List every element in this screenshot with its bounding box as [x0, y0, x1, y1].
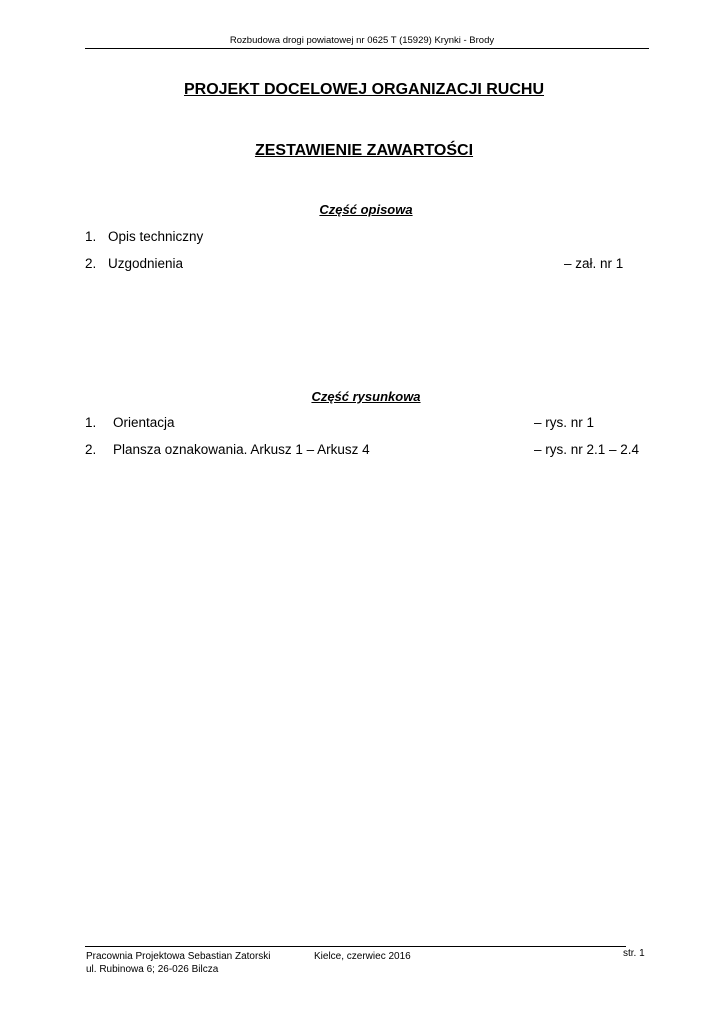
- descriptive-part-heading: Część opisowa: [319, 202, 413, 217]
- document-title: PROJEKT DOCELOWEJ ORGANIZACJI RUCHU: [183, 81, 545, 98]
- drawing-item-2-ref: – rys. nr 2.1 – 2.4: [534, 442, 640, 457]
- drawing-item-1-ref: – rys. nr 1: [534, 415, 595, 430]
- header-divider: [85, 48, 649, 49]
- descriptive-item-1-number: 1.: [85, 229, 97, 244]
- drawing-item-2-number: 2.: [85, 442, 97, 457]
- footer-address: ul. Rubinowa 6; 26-026 Bilcza: [86, 964, 219, 975]
- descriptive-item-2-ref: – zał. nr 1: [564, 256, 624, 271]
- descriptive-item-2-number: 2.: [85, 256, 97, 271]
- running-header: Rozbudowa drogi powiatowej nr 0625 T (15929) Krynki - Brody: [229, 35, 495, 46]
- footer-place-date: Kielce, czerwiec 2016: [314, 951, 411, 962]
- footer-divider: [85, 946, 626, 947]
- contents-title: ZESTAWIENIE ZAWARTOŚCI: [254, 142, 474, 159]
- drawing-item-1-number: 1.: [85, 415, 97, 430]
- footer-company: Pracownia Projektowa Sebastian Zatorski: [86, 951, 271, 962]
- footer-page-number: str. 1: [623, 948, 645, 959]
- drawing-part-heading: Część rysunkowa: [311, 389, 421, 404]
- drawing-item-2-label: Plansza oznakowania. Arkusz 1 – Arkusz 4: [113, 442, 370, 457]
- descriptive-item-2-label: Uzgodnienia: [108, 256, 184, 271]
- descriptive-item-1-label: Opis techniczny: [108, 229, 204, 244]
- drawing-item-1-label: Orientacja: [113, 415, 175, 430]
